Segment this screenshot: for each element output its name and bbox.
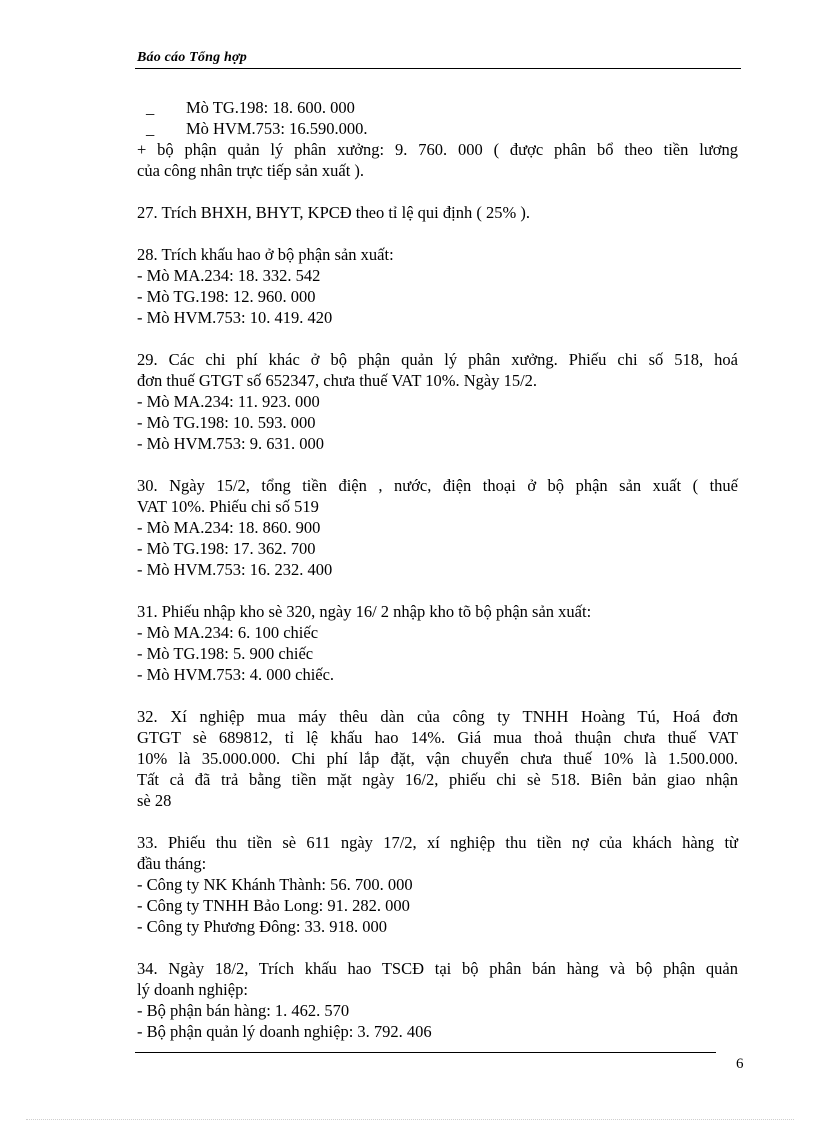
list-item: - Mò MA.234: 18. 860. 900 [137, 518, 321, 537]
item-33-heading: 33. Phiếu thu tiền sè 611 ngày 17/2, xí nghiệp thu tiền nợ của khách hàng từ [137, 833, 738, 852]
item-27-heading: 27. Trích BHXH, BHYT, KPCĐ theo tỉ lệ qui định ( 25% ). [137, 203, 530, 222]
list-item: - Mò HVM.753: 4. 000 chiếc. [137, 665, 335, 684]
paragraph-line: VAT 10%. Phiếu chi số 519 [137, 497, 319, 516]
page-number: 6 [736, 1056, 744, 1072]
item-32-heading: 32. Xí nghiệp mua máy thêu dàn của công ty TNHH Hoàng Tú, Hoá đơn [137, 707, 738, 726]
page-header-title: Báo cáo Tổng hợp [137, 50, 247, 65]
paragraph-line: đầu tháng: [137, 854, 207, 873]
list-item: - Công ty Phương Đông: 33. 918. 000 [137, 917, 388, 936]
item-28-heading: 28. Trích khấu hao ở bộ phận sản xuất: [137, 245, 394, 264]
paragraph-line: GTGT sè 689812, tỉ lệ khấu hao 14%. Giá mua thoả thuận chưa thuế VAT [137, 728, 738, 747]
list-item: - Mò HVM.753: 9. 631. 000 [137, 434, 325, 453]
item-29-heading: 29. Các chi phí khác ở bộ phận quản lý phân xưởng. Phiếu chi số 518, hoá [137, 350, 738, 369]
paragraph-line: Tất cả đã trả bằng tiền mặt ngày 16/2, phiếu chi sè 518. Biên bản giao nhận [137, 770, 738, 789]
item-31-heading: 31. Phiếu nhập kho sè 320, ngày 16/ 2 nhập kho tõ bộ phận sản xuất: [137, 602, 592, 621]
item-30-heading: 30. Ngày 15/2, tổng tiền điện , nước, điện thoại ở bộ phận sản xuất ( thuế [137, 476, 738, 495]
bullet-mark: _ [146, 119, 155, 138]
bullet-item: _ Mò TG.198: 18. 600. 000 [146, 98, 355, 117]
list-item: - Mò HVM.753: 10. 419. 420 [137, 308, 333, 327]
list-item: - Mò MA.234: 18. 332. 542 [137, 266, 321, 285]
page-break-line [26, 1119, 794, 1120]
paragraph-line: sè 28 [137, 791, 172, 810]
document-body [137, 97, 738, 1042]
list-item: - Mò HVM.753: 16. 232. 400 [137, 560, 333, 579]
list-item: - Mò TG.198: 12. 960. 000 [137, 287, 316, 306]
bullet-mark: _ [146, 98, 155, 117]
bullet-item: _ Mò HVM.753: 16.590.000. [146, 119, 368, 138]
header-divider [135, 68, 741, 69]
list-item: - Mò MA.234: 11. 923. 000 [137, 392, 320, 411]
paragraph-line: lý doanh nghiệp: [137, 980, 248, 999]
item-34-heading: 34. Ngày 18/2, Trích khấu hao TSCĐ tại bộ phân bán hàng và bộ phận quản [137, 959, 738, 978]
list-item: - Mò MA.234: 6. 100 chiếc [137, 623, 319, 642]
list-item: - Mò TG.198: 10. 593. 000 [137, 413, 316, 432]
list-item: - Công ty NK Khánh Thành: 56. 700. 000 [137, 875, 413, 894]
paragraph-line: đơn thuế GTGT số 652347, chưa thuế VAT 10%. Ngày 15/2. [137, 371, 538, 390]
list-item: - Bộ phận quản lý doanh nghiệp: 3. 792. 406 [137, 1022, 432, 1041]
paragraph-line: 10% là 35.000.000. Chi phí lắp đặt, vận chuyển chưa thuế 10% là 1.500.000. [137, 749, 738, 768]
list-item: - Mò TG.198: 5. 900 chiếc [137, 644, 314, 663]
footer-divider [135, 1052, 716, 1053]
paragraph-line: của công nhân trực tiếp sản xuất ). [137, 161, 365, 180]
list-item: - Mò TG.198: 17. 362. 700 [137, 539, 316, 558]
list-item: - Công ty TNHH Bảo Long: 91. 282. 000 [137, 896, 410, 915]
list-item: - Bộ phận bán hàng: 1. 462. 570 [137, 1001, 350, 1020]
paragraph-line: + bộ phận quản lý phân xưởng: 9. 760. 000 ( được phân bổ theo tiền lương [137, 140, 738, 159]
